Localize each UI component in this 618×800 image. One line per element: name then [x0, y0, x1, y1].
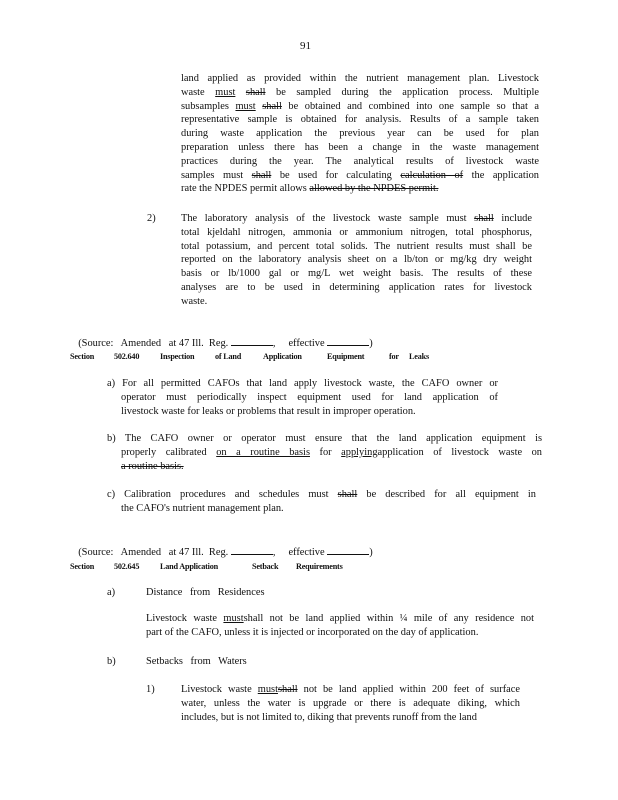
paragraph-surface-water-setback: [181, 683, 520, 724]
subsection-b-calibration: [107, 432, 542, 473]
text-line: The laboratory analysis of the livestock waste sample must shall include: [181, 213, 532, 224]
text-line: includes, but is not limited to, diking that prevents runoff from the land: [181, 711, 477, 723]
source-note-1: [73, 321, 373, 351]
struck-text: shall: [337, 489, 358, 500]
subsection-b-number: b): [107, 656, 116, 667]
section-label: Section: [70, 562, 95, 571]
text-line: during waste application the previous year can be used for plan: [181, 128, 539, 140]
struck-text: allowed by the NPDES permit.: [309, 183, 439, 195]
reg-blank: [231, 335, 273, 346]
inserted-text: must: [257, 684, 278, 695]
source-note-text: (Source: Amended at 47 Ill. Reg.: [78, 337, 231, 349]
section-title-word: of Land: [215, 352, 242, 361]
struck-text: shall: [277, 684, 298, 695]
inserted-text: on a routine basis: [216, 446, 310, 458]
text-line: land applied as provided within the nutrient management plan. Livestock: [181, 73, 539, 84]
text-line: basis or lb/1000 gal or mg/L wet weight basis. The results of these: [181, 268, 532, 280]
section-502-640-heading: [70, 350, 570, 364]
text-line: Livestock waste mustshall not be land applied within ¼ mile of any residence not: [146, 613, 534, 624]
text-line: Livestock waste mustshall not be land applied within 200 feet of surface: [181, 684, 520, 695]
text-line: reported on the laboratory analysis sheet on a lb/ton or mg/kg dry weight: [181, 254, 532, 266]
struck-text: shall: [474, 213, 494, 224]
text-line: analyses are to be used in determining application rates for livestock: [181, 281, 532, 293]
text-line: properly calibrated on a routine basis for applyingapplication of livestock waste on: [121, 446, 542, 458]
text-line: subsamples must shall be obtained and combined into one sample so that a: [181, 100, 539, 112]
source-note-2: [73, 530, 373, 560]
text-line: b) The CAFO owner or operator must ensure that the land application equipment is: [107, 433, 542, 444]
page-number: 91: [300, 40, 311, 52]
text-line: total potassium, and percent total solids. The nutrient results must shall be: [181, 240, 532, 252]
source-note-close: ): [369, 337, 373, 349]
text-line: representative sample is obtained for analysis. Results of a sample taken: [181, 114, 539, 126]
section-number: 502.645: [114, 562, 140, 571]
section-title-word: Leaks: [409, 352, 429, 361]
text-line: samples must shall be used for calculating calculation of the application: [181, 169, 539, 181]
source-note-text: (Source: Amended at 47 Ill. Reg.: [78, 546, 231, 558]
text-line: total kjeldahl nitrogen, ammonia or ammonium nitrogen, total phosphorus,: [181, 226, 532, 238]
text-line: [107, 460, 542, 474]
paragraph-residence-distance: [146, 612, 534, 640]
section-title-word: Equipment: [327, 352, 365, 361]
inserted-text: must: [215, 86, 236, 98]
subsection-c-procedures: [107, 488, 536, 516]
paragraph-laboratory-analysis: [181, 212, 532, 309]
text-line: a) For all permitted CAFOs that land apply livestock waste, the CAFO owner or: [107, 378, 498, 389]
subsection-a-number: a): [107, 587, 116, 598]
inserted-text: applying: [341, 446, 378, 458]
subsection-a-inspection: [107, 377, 498, 418]
section-title-word: Requirements: [296, 562, 343, 571]
source-note-effective: , effective: [272, 546, 328, 558]
text-line: rate the NPDES permit allows allowed by the NPDES permit.: [181, 183, 439, 195]
text-line: waste.: [181, 295, 208, 307]
source-note-close: ): [369, 546, 373, 558]
text-line: water, unless the water is upgrade or there is adequate diking, which: [181, 697, 520, 709]
effective-blank: [327, 544, 369, 555]
struck-text: a routine basis.: [121, 460, 184, 472]
text-line: c) Calibration procedures and schedules must shall be described for all equipment in: [107, 489, 536, 500]
text-line: livestock waste for leaks or problems that result in improper operation.: [121, 405, 416, 417]
section-title-word: Inspection: [160, 352, 195, 361]
subsection-a-heading: Distance from Residences: [146, 587, 265, 598]
struck-text: calculation of: [400, 169, 464, 181]
text-line: preparation unless there has been a change in the waste management: [181, 141, 539, 153]
effective-blank: [327, 335, 369, 346]
reg-blank: [231, 544, 273, 555]
section-502-645-heading: [70, 560, 570, 574]
section-number: 502.640: [114, 352, 140, 361]
section-title-word: Setback: [252, 562, 279, 571]
inserted-text: must: [223, 613, 244, 624]
struck-text: shall: [251, 169, 272, 181]
source-note-effective: , effective: [272, 337, 328, 349]
struck-text: shall: [262, 100, 282, 112]
text-line: part of the CAFO, unless it is injected or incorporated on the day of application.: [146, 626, 479, 638]
inserted-text: must: [235, 100, 256, 112]
struck-text: shall: [245, 86, 266, 98]
item-1-number: 1): [146, 684, 155, 695]
text-line: the CAFO's nutrient management plan.: [121, 502, 284, 514]
text-line: waste must shall be sampled during the application process. Multiple: [181, 86, 540, 98]
section-title-word: Application: [263, 352, 302, 361]
text-line: practices during the year. The analytical results of livestock waste: [181, 155, 539, 167]
text-line: operator must periodically inspect equipment used for land application of: [121, 391, 498, 403]
paragraph-livestock-sampling: [181, 72, 539, 196]
section-title-word: Land Application: [160, 562, 219, 571]
section-label: Section: [70, 352, 95, 361]
subsection-b-heading: Setbacks from Waters: [146, 656, 247, 667]
section-title-word: for: [389, 352, 399, 361]
item-2-number: 2): [147, 213, 156, 224]
